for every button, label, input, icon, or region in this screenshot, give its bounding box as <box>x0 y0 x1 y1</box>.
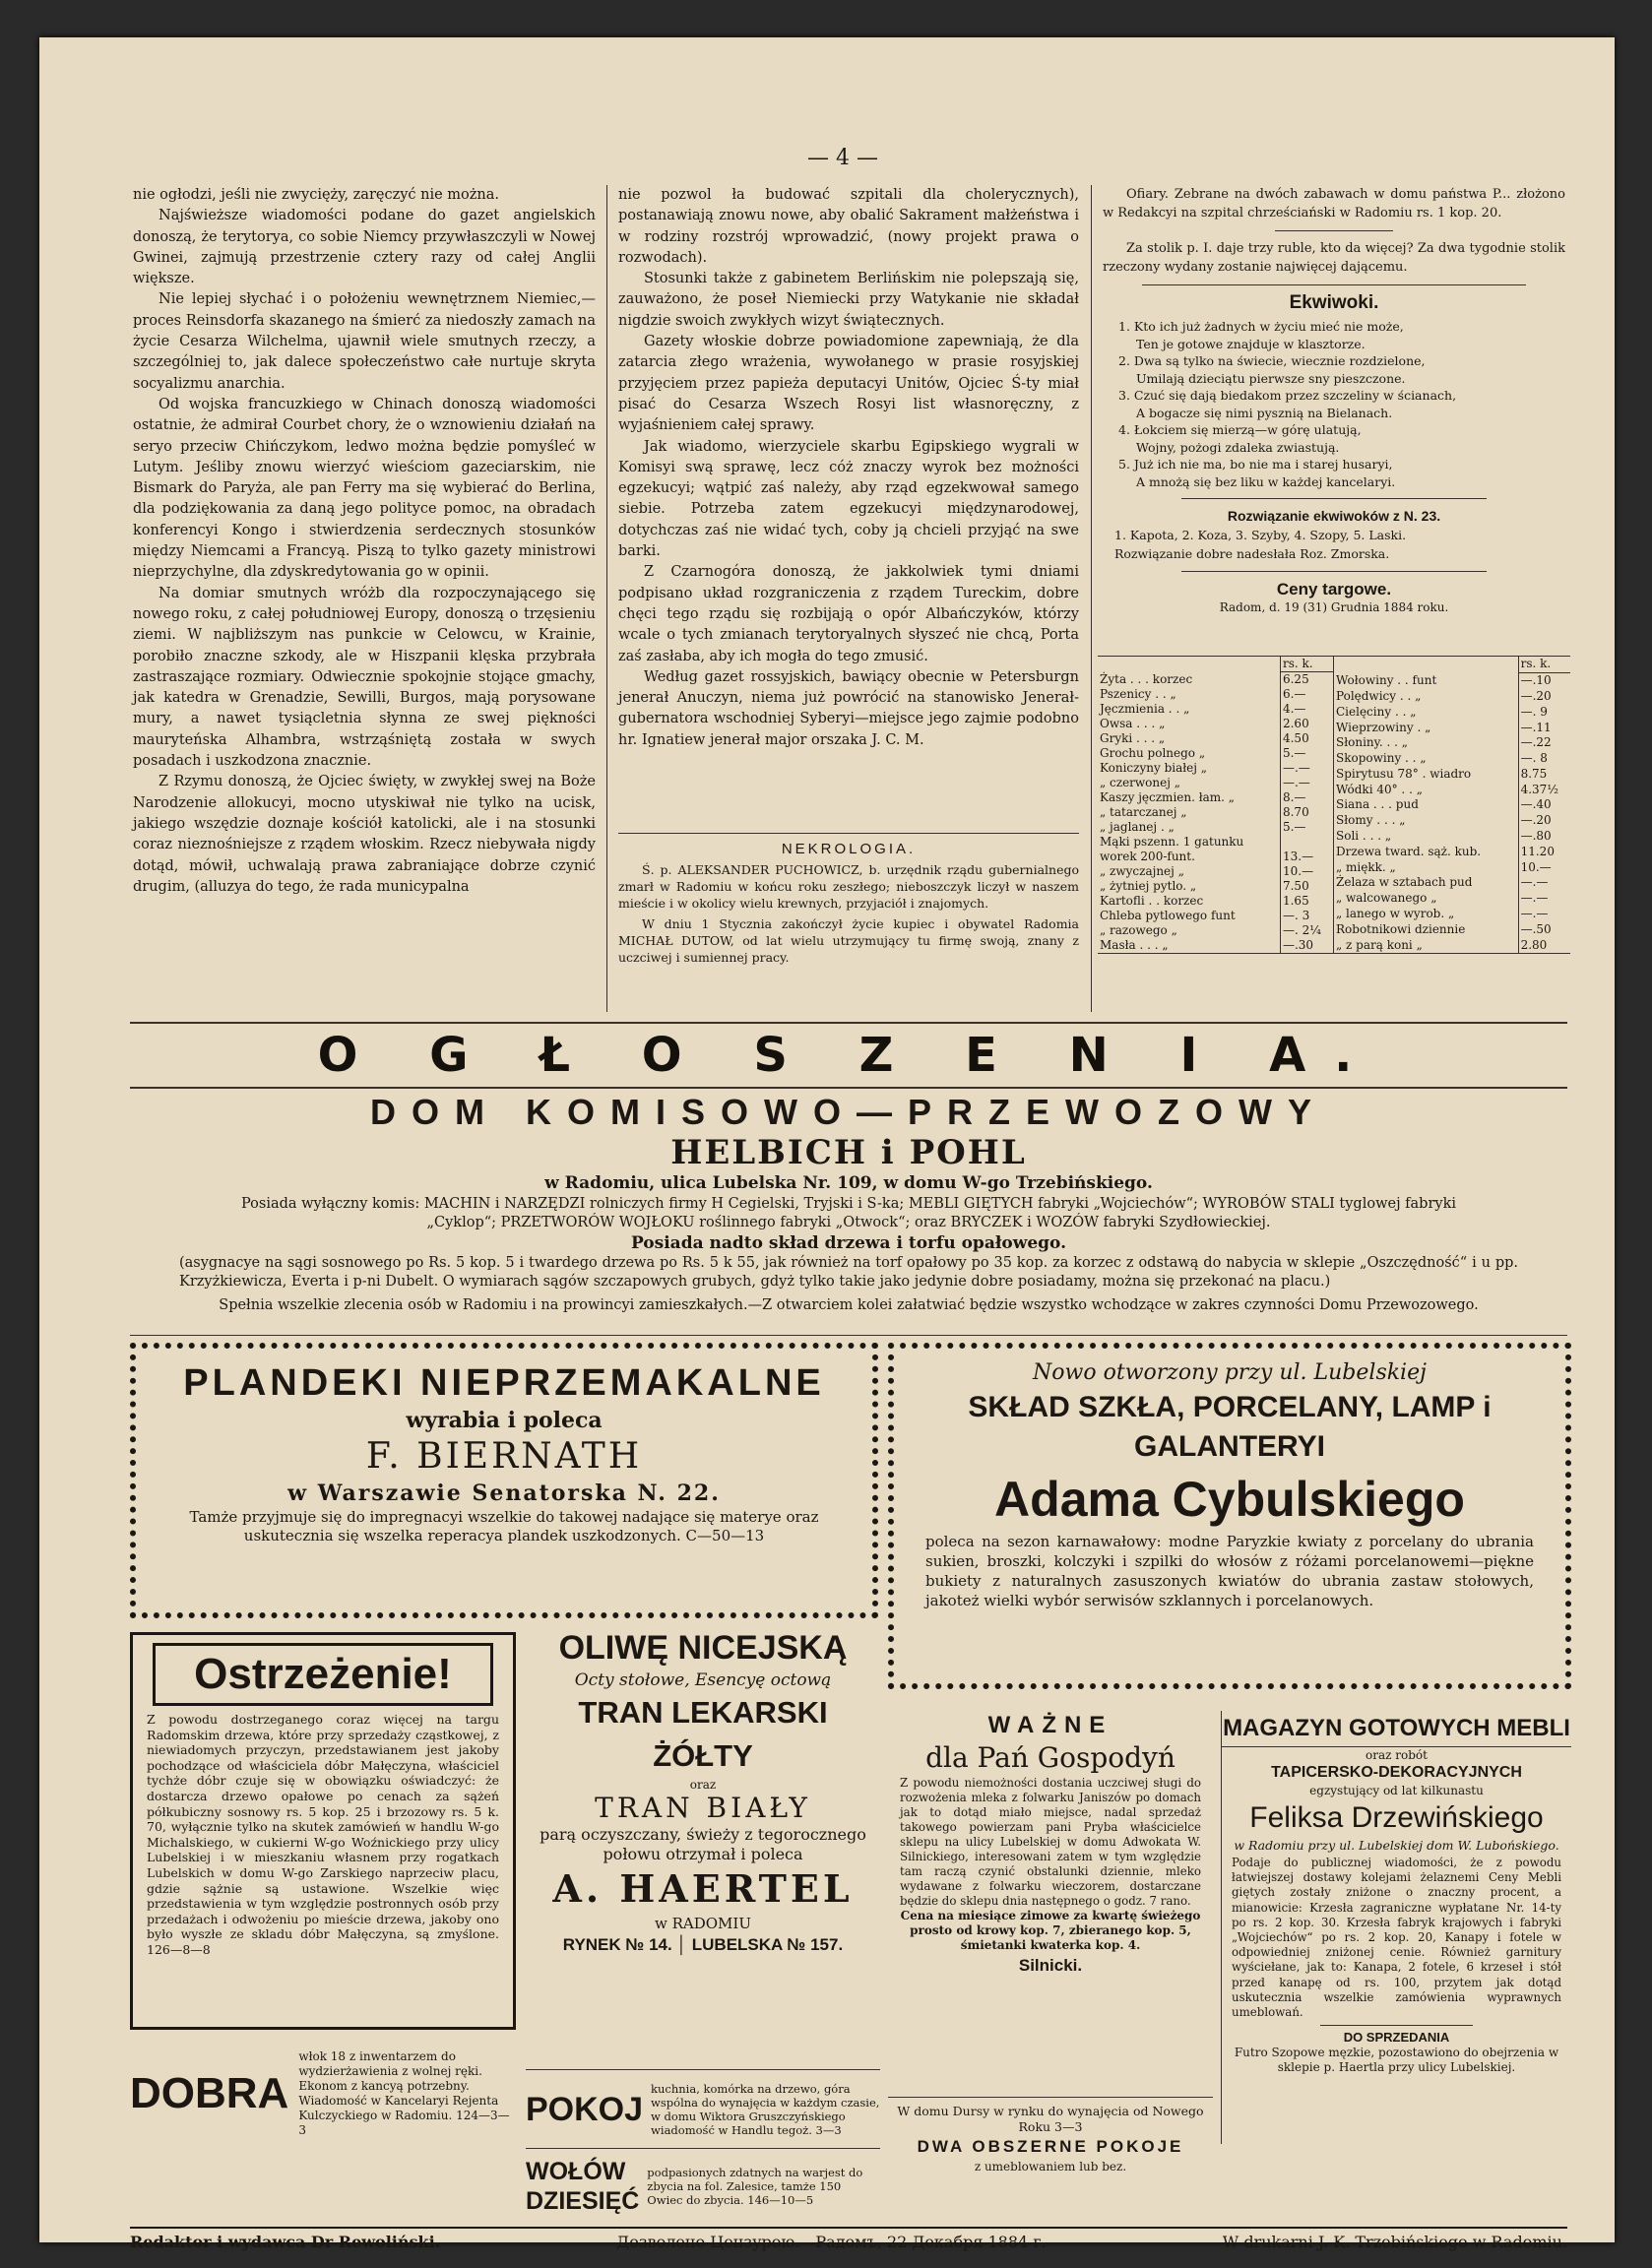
paragraph: Najświeższe wiadomości podane do gazet angielskich donoszą, że terytorya, co sobie Niemcy przywłaszczyli w Nowej Gwinei, zajmują przestrzenie cztery razy od całej Anglii większe. <box>133 208 596 287</box>
paragraph: Jak wiadomo, wierzyciele skarbu Egipskiego wygrali w Komisyi swą sprawę, lecz cóż znaczy wyrok bez możności egzekucyi; wątpić zaś należy, aby rząd egzekwował samego siebie. Potrzeba zatem egzekucyi międzynarodowej, dotychczas zaś nie widać tych, coby ją chcieli przyjąć na swe barki. <box>618 438 1079 560</box>
wazne-sub: dla Pań Gospodyń <box>925 1741 1175 1774</box>
price-row <box>1334 829 1570 845</box>
verse-line: A mnożą się bez liku w każdej kancelaryi. <box>1136 473 1396 489</box>
price-value: —.50 <box>1518 921 1570 937</box>
price-value: 8.70 <box>1280 805 1333 820</box>
price-row <box>1098 909 1334 923</box>
price-row <box>1334 844 1570 859</box>
price-row <box>1334 813 1570 829</box>
price-row <box>1098 761 1334 776</box>
price-row <box>1098 850 1334 864</box>
price-item: Słoniny. . . „ <box>1336 735 1408 750</box>
divider <box>618 833 1079 834</box>
paragraph: Na domiar smutnych wróżb dla rozpoczynającego się nowego roku, z całej południowej Europy, donoszą o trzęsieniu ziemi. W najbliższym nas punkcie w Celowcu, w Krainie, porobiło znaczne szkody, ale w Hiszpanii klęska przybrała zastraszające rozmiary. Odwiecznie spokojnie stojące gmachy, jak katedra w Grenadzie, Sewilli, Burgos, mają porysowane mury, a nawet tysiącletnia słynna ze swej piękności mauryteńska Alhambra, wstrząśniętą została w swych posadach i uszkodzona znacznie. <box>133 585 596 770</box>
price-value: 8.75 <box>1518 767 1570 783</box>
paragraph: Według gazet rossyjskich, bawiący obecnie w Petersburgn jenerał Anuczyn, niema już powrócić na stanowisko Jenerał-gubernatora wschodniej Syberyi—miejsce jego zajmie podobno hr. Ignatiew jenerał major orszaka J. C. M. <box>618 668 1079 748</box>
plandeki-name: F. BIERNATH <box>365 1436 643 1477</box>
ostrzezenie-ad <box>130 1632 516 2030</box>
cybulski-top: Nowo otworzony przy ul. Lubelskiej <box>1033 1360 1427 1385</box>
price-item: Wódki 40° . . „ <box>1336 782 1423 796</box>
price-row <box>1098 894 1334 909</box>
price-item: „ tatarczanej „ <box>1100 805 1187 819</box>
price-row <box>1098 879 1334 894</box>
price-value: 8.— <box>1280 790 1333 805</box>
haertel-ad <box>526 1626 880 2069</box>
verse-line: 2. Dwa są tylko na świecie, wiecznie rozdzielone, <box>1118 353 1426 368</box>
price-row <box>1098 864 1334 879</box>
divider <box>130 1022 1567 1024</box>
nekrologia-entry: Ś. p. ALEKSANDER PUCHOWICZ, b. urzędnik rządu gubernialnego zmarł w Radomiu w końcu roku zeszłego; nieboszczyk liczył w naszem mieście i w okolicy wielu krewnych, przyjaciół i znajomych. <box>618 862 1079 911</box>
durski-text: W domu Dursy w rynku do wynajęcia od Nowego Roku 3—3 <box>897 2104 1204 2134</box>
pokoj-ad <box>526 2069 880 2148</box>
price-value: —. 8 <box>1518 751 1570 767</box>
price-item: Skopowiny . . „ <box>1336 751 1427 766</box>
price-row <box>1098 835 1334 850</box>
ogloszenia-heading: O G Ł O S Z E N I A. <box>317 1028 1380 1083</box>
price-item: Pszenicy . . „ <box>1100 687 1176 701</box>
dom-title: DOM KOMISOWO—PRZEWOZOWY <box>370 1092 1327 1132</box>
plandeki-ad <box>130 1343 878 1618</box>
price-row <box>1334 937 1570 953</box>
price-value: 4.— <box>1280 702 1333 717</box>
divider <box>1181 498 1487 499</box>
price-item: Polędwicy . . „ <box>1336 689 1422 704</box>
price-row <box>1334 797 1570 813</box>
ekwiwoki-list <box>1103 318 1565 490</box>
price-row <box>1334 751 1570 767</box>
haertel-line: w RADOMIU <box>655 1915 751 1932</box>
rozwiazanie-author: Rozwiązanie dobre nadesłała Roz. Zmorska. <box>1114 546 1390 561</box>
cybulski-text: poleca na sezon karnawałowy: modne Paryzkie kwiaty z porcelany do ubrania sukien, broszki, kolczyki i szpilki do włosów z różami porcelanowemi—piękne bukiety z naturalnych zasuszonych kwiatów do ubrania zastaw stołowych, jakoteż wielki wybór serwisów szklannych i porcelanowych. <box>925 1533 1534 1609</box>
price-item: „ walcowanego „ <box>1336 891 1437 906</box>
column-rule <box>606 185 607 1012</box>
durski-ad <box>888 2097 1213 2195</box>
dobra-text: włok 18 z inwentarzem do wydzierżawienia z wolnej ręki. Ekonom z kancyą potrzebny. Wiadomość w Kancelaryi Rejenta Kulczyckiego w Radomiu. 124—3—3 <box>298 2049 510 2137</box>
plandeki-title: PLANDEKI NIEPRZEMAKALNE <box>183 1362 825 1404</box>
verse-line: 5. Już ich nie ma, bo nie ma i starej husaryi, <box>1118 457 1393 472</box>
newspaper-page <box>39 37 1615 2251</box>
price-item: Grochu polnego „ <box>1100 746 1206 760</box>
price-row <box>1098 790 1334 805</box>
price-value: 5.— <box>1280 746 1333 761</box>
column-1 <box>133 185 596 898</box>
price-value: —.20 <box>1518 813 1570 829</box>
price-row <box>1334 704 1570 720</box>
price-value: —.22 <box>1518 735 1570 751</box>
paragraph: nie ogłodzi, jeśli nie zwycięży, zaręczyć nie można. <box>133 187 500 203</box>
price-value: —.30 <box>1280 938 1333 953</box>
price-row <box>1334 859 1570 875</box>
price-value: 4.50 <box>1280 731 1333 746</box>
ostrzezenie-text: Z powodu dostrzeganego coraz więcej na targu Radomskim drzewa, które przy sprzedaży cząstkowej, z niewiadomych przyczyn, przedstawianem jest jakoby pochodzące od właściciela dóbr Małęczyna, właściciel tychże dóbr czuje się w obowiązku oświadczyć: że dostarcza drzewo opałowe po cenach za sążeń półkubiczny sosnowy rs. 5 kop. 25 i brzozowy rs. 5 k. 70, wyłącznie tylko na skutek zamówień w handlu W-go Michalskiego, w cukierni W-go Woźnickiego przy ulicy Lubelskiej i w mieszkaniu własnem przy rogatkach Lubelskich w domu W-go Zarskiego naprzeciw placu, gdzie sążnie są ustawione. Wszelkie więc przedstawienia w tym względzie postronnych osób przy przedażach i odwożeniu po mieście drzewa, jakoby ono było wyszłe ze skladu dóbr Małęczyna, są zmyślone. 126—8—8 <box>147 1712 499 1957</box>
price-item: Mąki pszenn. 1 gatunku <box>1100 835 1244 849</box>
column-rule <box>1091 185 1092 1012</box>
plandeki-text: Tamże przyjmuje się do impregnacyi wszelkie do takowej nadające się materye oraz uskutecznia się wszelka reperacya plandek uszkodzonych. C—50—13 <box>189 1508 819 1544</box>
price-item: Masła . . . „ <box>1100 938 1169 952</box>
verse-line: 1. Kto ich już żadnych w życiu mieć nie może, <box>1118 319 1404 334</box>
price-row <box>1098 731 1334 746</box>
paragraph: Od wojska francuzkiego w Chinach donoszą wiadomości ostatnie, że admirał Courbet chory, że o wznowieniu działań na seryo przeciw Chińczykom, ledwo można będzie pomyśleć w Lutym. Jeśliby znowu wierzyć wieściom gazeciarskim, nie Bismark do Paryża, ale pan Ferry ma się wybierać do Berlina, dla podziękowania za daną jego polityce pomoc, na obradach konferencyi Kongo i stwierdzenia serdecznych stosunków między Niemcami a Francyą. Piszą to tylko gazety ministrowi nieprzychylne, dla zdyskredytowania go w opinii. <box>133 396 596 581</box>
page-number: — 4 — <box>807 146 878 170</box>
price-value: —.— <box>1518 891 1570 907</box>
wazne-sign: Silnicki. <box>1018 1956 1083 1975</box>
paragraph: Gazety włoskie dobrze powiadomione zapewniają, że dla zatarcia złego wrażenia, wywołanego w prasie rosyjskiej przyjęciem przez papieża deputacyi Unitów, Ojciec Ś-ty miał pisać do Cesarza Wszech Rosyi list własnoręczny, z wyjaśnieniem całej sprawy. <box>618 334 1079 434</box>
plandeki-sub: wyrabia i poleca <box>406 1408 603 1433</box>
price-value: 13.— <box>1280 850 1333 864</box>
sale-text: Futro Szopowe męzkie, pozostawiono do obejrzenia w sklepie p. Haertla przy ulicy Lubelskiej. <box>1234 2046 1559 2075</box>
price-row <box>1098 820 1334 835</box>
wazne-text: Z powodu niemożności dostania uczciwej sługi do rozwożenia mleka z folwarku Janiszów po domach jak to dotąd miało miejsce, nadal sprzedaż takowego powierzam pani Pryba właścicielce sklepu na ulicy Lubelskiej w domu Adwokata W. Silnickiego, interesowani zatem w tym względzie tam raczą czynić obstalunki dziennie, mleko wydawane z folwarku wieczorem, dostarczane będzie do sklepu dnia następnego o godz. 7 rano. <box>900 1776 1201 1908</box>
price-item: „ zwyczajnej „ <box>1100 864 1184 878</box>
price-value: 10.— <box>1280 864 1333 879</box>
price-value: —. 2¼ <box>1280 923 1333 938</box>
price-value: 10.— <box>1518 859 1570 875</box>
column-3 <box>1103 185 1565 617</box>
price-value: —.— <box>1518 875 1570 891</box>
price-value: —.20 <box>1518 689 1570 705</box>
rozwiazanie-title: Rozwiązanie ekwiwoków z N. 23. <box>1227 508 1441 524</box>
footer-censor: Дозволено Цензурою.—Радомъ, 22 Декабря 1884 г. <box>616 2233 1047 2251</box>
price-value: 7.50 <box>1280 879 1333 894</box>
ceny-title: Ceny targowe. <box>1276 580 1392 598</box>
rs-k-header: rs. k. <box>1280 657 1333 672</box>
divider <box>130 1335 1567 1336</box>
magazyn-sub: egzystujący od lat kilkunastu <box>1309 1784 1484 1797</box>
divider <box>1275 230 1393 231</box>
price-item: Jęczmienia . . „ <box>1100 702 1190 716</box>
footer-printer: W drukarni J. K. Trzebińskiego w Radomiu. <box>1222 2233 1567 2251</box>
price-value: 2.60 <box>1280 717 1333 731</box>
price-row <box>1098 746 1334 761</box>
plandeki-address: w Warszawie Senatorska N. 22. <box>287 1480 721 1506</box>
price-item: Żelaza w sztabach pud <box>1336 875 1473 890</box>
haertel-line: oraz <box>689 1778 717 1792</box>
dom-text: Posiada wyłączny komis: MACHIN i NARZĘDZI rolniczych firmy H Cegielski, Tryjski i S-ka; MEBLI GIĘTYCH fabryki „Wojciechów“; WYROBÓW STALI tyglowej fabryki „Cyklop“; PRZETWORÓW WOJŁOKU roślinnego fabryki „Otwock“; oraz BRYCZEK i WOZÓW fabryki Szydłowieckiej. <box>240 1196 1457 1230</box>
divider <box>1181 571 1487 572</box>
price-item: „ czerwonej „ <box>1100 776 1180 789</box>
price-item: „ żytniej pytlo. „ <box>1100 879 1197 893</box>
price-item: Spirytusu 78° . wiadro <box>1336 766 1472 781</box>
price-value: —.— <box>1280 761 1333 776</box>
footer <box>130 2227 1567 2252</box>
rozwiazanie-text: 1. Kapota, 2. Koza, 3. Szyby, 4. Szopy, 5. Laski. <box>1114 528 1407 542</box>
haertel-line: TRAN BIAŁY <box>595 1792 811 1824</box>
price-value: 1.65 <box>1280 894 1333 909</box>
price-row <box>1334 720 1570 735</box>
paragraph: nie pozwol ła budować szpitali dla cholerycznych), postanawiają znowu nowe, aby obalić Sakrament małżeństwa i w rodziny rozstrój wprowadzić, (nowy projekt prawa o rozwodach). <box>618 187 1079 266</box>
price-item: „ razowego „ <box>1100 923 1177 937</box>
price-item: Cielęciny . . „ <box>1336 704 1417 719</box>
haertel-name: A. HAERTEL <box>552 1866 854 1911</box>
divider <box>130 1087 1567 1089</box>
wolow-ad <box>526 2148 880 2223</box>
price-table-left <box>1098 657 1334 953</box>
cybulski-title: SKŁAD SZKŁA, PORCELANY, LAMP i GALANTERYI <box>968 1391 1492 1463</box>
verse-line: 3. Czuć się dają biedakom przez szczeliny w ścianach, <box>1118 388 1457 403</box>
nekrologia <box>618 841 1079 966</box>
price-row <box>1334 735 1570 751</box>
price-item: Słomy . . . „ <box>1336 813 1406 828</box>
sale-title: DO SPRZEDANIA <box>1343 2030 1450 2046</box>
ekwiwoki-title: Ekwiwoki. <box>1289 292 1379 313</box>
price-row <box>1098 717 1334 731</box>
price-item: Wołowiny . . funt <box>1336 672 1437 687</box>
pokoj-text: kuchnia, komórka na drzewo, góra wspólna do wynajęcia w każdym czasie, w domu Wiktora Gruszczyńskiego wiadomość w Handlu tegoż. 3—3 <box>651 2081 880 2137</box>
wolow-title: WOŁÓW DZIESIĘĆ <box>526 2157 640 2215</box>
price-row <box>1098 938 1334 953</box>
price-item: Wieprzowiny . „ <box>1336 720 1431 734</box>
price-row <box>1334 767 1570 783</box>
divider <box>1142 284 1526 285</box>
ceny-date: Radom, d. 19 (31) Grudnia 1884 roku. <box>1219 600 1449 614</box>
price-row <box>1098 687 1334 702</box>
price-item: Koniczyny białej „ <box>1100 761 1207 775</box>
verse-line: A bogacze się nimi pysznią na Bielanach. <box>1136 405 1393 420</box>
dom-text: (asygnacye na sągi sosnowego po Rs. 5 kop. 5 i twardego drzewa po Rs. 5 k 55, jak również na torf opałowy po 35 kop. za korzec z odstawą do nabycia w sklepie „Oszczędność“ i u pp. Krzyżkiewicza, Everta i p-ni Dubelt. O wymiarach sągów szczapowych grubych, gdyż tylko takie jako jedynie dobre posiadamy, można się przekonać na placu.) <box>179 1255 1518 1290</box>
magazyn-text: Podaje do publicznej wiadomości, że z powodu łatwiejszej dostawy kolejami żelaznemi Ceny Mebli giętych zostały zniżone o znaczny procent, a mianowicie: Krzesła zagraniczne wypłatane Nr. 14-ty po rs. 2 kop. 30. Krzesła fabryk krajowych i fabryki „Wojciechów“ po rs. 2 kop. 20, Kanapy i fotele w odpowiedniej zniżonej cenie. Również garnitury wyściełane, jak to: Kanapa, 2 fotele, 6 krzeseł i stół przed kanapę od rs. 100, przytem jak dotąd uskutecznia wszelkie zamówienia wyprawnych umeblowań. <box>1232 1856 1561 2020</box>
price-row <box>1098 923 1334 938</box>
price-row <box>1334 921 1570 937</box>
price-row <box>1098 805 1334 820</box>
price-item: Żyta . . . korzec <box>1100 671 1193 686</box>
wazne-price: Cena na miesiące zimowe za kwartę świeżego prosto od krowy kop. 7, zbieranego kop. 5, śmietanki kwaterka kop. 4. <box>900 1909 1201 1952</box>
magazyn-title: MAGAZYN GOTOWYCH MEBLI <box>1222 1711 1571 1747</box>
paragraph: Z Czarnogóra donoszą, że jakkolwiek tymi dniami podpisano układ rozgraniczenia z rządem Tureckim, dobre chęci tego rządu się rozbijają o opór Albańczyków, którzy wcale o tych zmianach terytoryalnych słyszeć nie chcą, Porta zaś zasłaba, aby ich mogła do tego zmusić. <box>618 564 1079 664</box>
footer-editor: Redaktor i wydawca Dr Rewoliński. <box>130 2233 441 2251</box>
column-2 <box>618 185 1079 751</box>
price-item: worek 200-funt. <box>1100 850 1195 863</box>
magazyn-name: Feliksa Drzewińskiego <box>1249 1801 1544 1834</box>
pokoj-title: POKOJ <box>526 2090 644 2128</box>
paragraph: Z Rzymu donoszą, że Ojciec święty, w zwykłej swej na Boże Narodzenie allokucyi, mocno utyskiwał nie tylko na ucisk, jakiego wszędzie doznaje kościół katolicki, ale i na stosunki coraz nieznośniejsze z rządem włoskim. Rzecz niebywała nigdy dotąd, mówił, uchwalają prawa zabraniające dobrze czynić drugim, (alluzya do tego, że rada municypalna <box>133 774 596 895</box>
divider <box>1320 2025 1473 2026</box>
dom-text: Spełnia wszelkie zlecenia osób w Radomiu i na prowincyi zamieszkałych.—Z otwarciem kolei załatwiać będzie wszystko wchodzące w zakres czynności Domu Przewozowego. <box>219 1297 1479 1313</box>
price-value: —.— <box>1280 776 1333 790</box>
haertel-line: Octy stołowe, Esencyę octową <box>574 1670 832 1690</box>
price-item: Owsa . . . „ <box>1100 717 1166 730</box>
verse-line: Umilają dzieciątu pierwsze sny pieszczone. <box>1136 370 1406 386</box>
price-item: Gryki . . . „ <box>1100 731 1166 745</box>
price-row <box>1334 689 1570 705</box>
price-row <box>1334 782 1570 797</box>
durski-sub: z umeblowaniem lub bez. <box>974 2160 1127 2174</box>
haertel-line: OLIWĘ NICEJSKĄ <box>558 1629 848 1667</box>
wolow-text: podpasionych zdatnych na warjest do zbycia na fol. Zalesice, tamże 150 Owiec do zbycia. 146—10—5 <box>647 2165 863 2207</box>
price-value: 6.— <box>1280 687 1333 702</box>
price-value <box>1280 835 1333 850</box>
dom-firm: HELBICH i POHL <box>670 1133 1027 1172</box>
price-value: 2.80 <box>1518 937 1570 953</box>
dom-text: Posiada nadto skład drzewa i torfu opałowego. <box>630 1233 1067 1253</box>
price-value: —. 9 <box>1518 704 1570 720</box>
paragraph: Nie lepiej słychać i o położeniu wewnętrznem Niemiec,—proces Reinsdorfa skazanego na śmierć za niedoszły zamach na życie Cesarza Wilchelma, ujawnił wiele smutnych rzeczy, a szczególniej to, jak dalece społeczeństwo całe nurtuje skryta socyalizmu anarchia. <box>133 291 596 392</box>
price-item: „ jaglanej . „ <box>1100 820 1175 834</box>
cybulski-ad <box>888 1343 1571 1689</box>
price-value: 11.20 <box>1518 844 1570 859</box>
price-item: Drzewa tward. sąż. kub. <box>1336 844 1482 858</box>
cybulski-name: Adama Cybulskiego <box>994 1472 1465 1527</box>
dobra-ad <box>130 2040 516 2148</box>
verse-line: Ten je gotowe znajduje w klasztorze. <box>1136 336 1366 351</box>
dobra-title: DOBRA <box>130 2069 289 2117</box>
price-item: „ lanego w wyrob. „ <box>1336 906 1455 920</box>
nekrologia-title: NEKROLOGIA. <box>781 841 917 857</box>
price-table-right <box>1334 657 1570 953</box>
price-value: —.10 <box>1518 672 1570 688</box>
dom-address: w Radomiu, ulica Lubelska Nr. 109, w domu W-go Trzebińskiego. <box>544 1173 1153 1193</box>
verse-line: 4. Łokciem się mierzą—w górę ulatują, <box>1118 422 1362 437</box>
ofiary-note: Ofiary. Zebrane na dwóch zabawach w domu państwa P... złożono w Redakcyi na szpital chrześciański w Radomiu rs. 1 kop. 20. <box>1103 187 1565 220</box>
price-value: 5.— <box>1280 820 1333 835</box>
price-row <box>1334 875 1570 891</box>
price-item: Soli . . . „ <box>1336 829 1392 844</box>
rs-k-header: rs. k. <box>1518 657 1570 672</box>
haertel-line: TRAN LEKARSKI ŻÓŁTY <box>578 1695 828 1773</box>
magazyn-sub: TAPICERSKO-DEKORACYJNYCH <box>1271 1764 1522 1781</box>
magazyn-address: w Radomiu przy ul. Lubelskiej dom W. Lubońskiego. <box>1234 1838 1559 1853</box>
verse-line: Wojny, pożogi zdaleka zwiastują. <box>1136 439 1340 455</box>
price-row <box>1334 907 1570 922</box>
price-row <box>1098 672 1334 688</box>
price-row <box>1098 776 1334 790</box>
nekrologia-entry: W dniu 1 Stycznia zakończył życie kupiec i obywatel Radomia MICHAŁ DUTOW, od lat wielu utrzymujący tu firmę swoją, znany z uczciwej i sumiennej pracy. <box>618 916 1079 965</box>
price-value: 4.37½ <box>1518 782 1570 797</box>
haertel-address: RYNEK № 14. │ LUBELSKA № 157. <box>562 1935 844 1954</box>
magazyn-sub: oraz robót <box>1366 1748 1428 1762</box>
price-item: Kaszy jęczmien. łam. „ <box>1100 790 1236 804</box>
paragraph: Stosunki także z gabinetem Berlińskim nie polepszają się, zauważono, że poseł Niemiecki przy Watykanie nie składał nigdzie swoich zwykłych wizyt świątecznych. <box>618 271 1079 329</box>
price-row <box>1334 891 1570 907</box>
ostrzezenie-title: Ostrzeżenie! <box>153 1643 493 1706</box>
durski-title: DWA OBSZERNE POKOJE <box>917 2137 1184 2156</box>
price-value: —. 3 <box>1280 909 1333 923</box>
price-value: —.— <box>1518 907 1570 922</box>
wazne-ad <box>888 1711 1213 2095</box>
price-item: „ miękk. „ <box>1336 859 1396 874</box>
price-value: —.40 <box>1518 797 1570 813</box>
wazne-title: WAŻNE <box>987 1712 1113 1738</box>
price-item: Robotnikowi dziennie <box>1336 921 1466 936</box>
price-item: Kartofli . . korzec <box>1100 894 1204 908</box>
price-value: 6.25 <box>1280 672 1333 688</box>
haertel-line: parą oczyszczany, świeży z tegorocznego połowu otrzymał i poleca <box>540 1825 866 1863</box>
dom-komisowy-ad <box>130 1091 1567 1315</box>
price-value: —.11 <box>1518 720 1570 735</box>
price-row <box>1334 672 1570 688</box>
price-tables <box>1098 656 1570 954</box>
price-item: Siana . . . pud <box>1336 797 1419 812</box>
price-item: „ z parą koni „ <box>1336 937 1423 952</box>
price-row <box>1098 702 1334 717</box>
stolik-note: Za stolik p. I. daje trzy ruble, kto da więcej? Za dwa tygodnie stolik rzeczony wydany zostanie najwięcej dającemu. <box>1103 241 1565 275</box>
price-value: —.80 <box>1518 829 1570 845</box>
price-item: Chleba pytlowego funt <box>1100 909 1236 922</box>
magazyn-ad <box>1221 1711 1571 2144</box>
